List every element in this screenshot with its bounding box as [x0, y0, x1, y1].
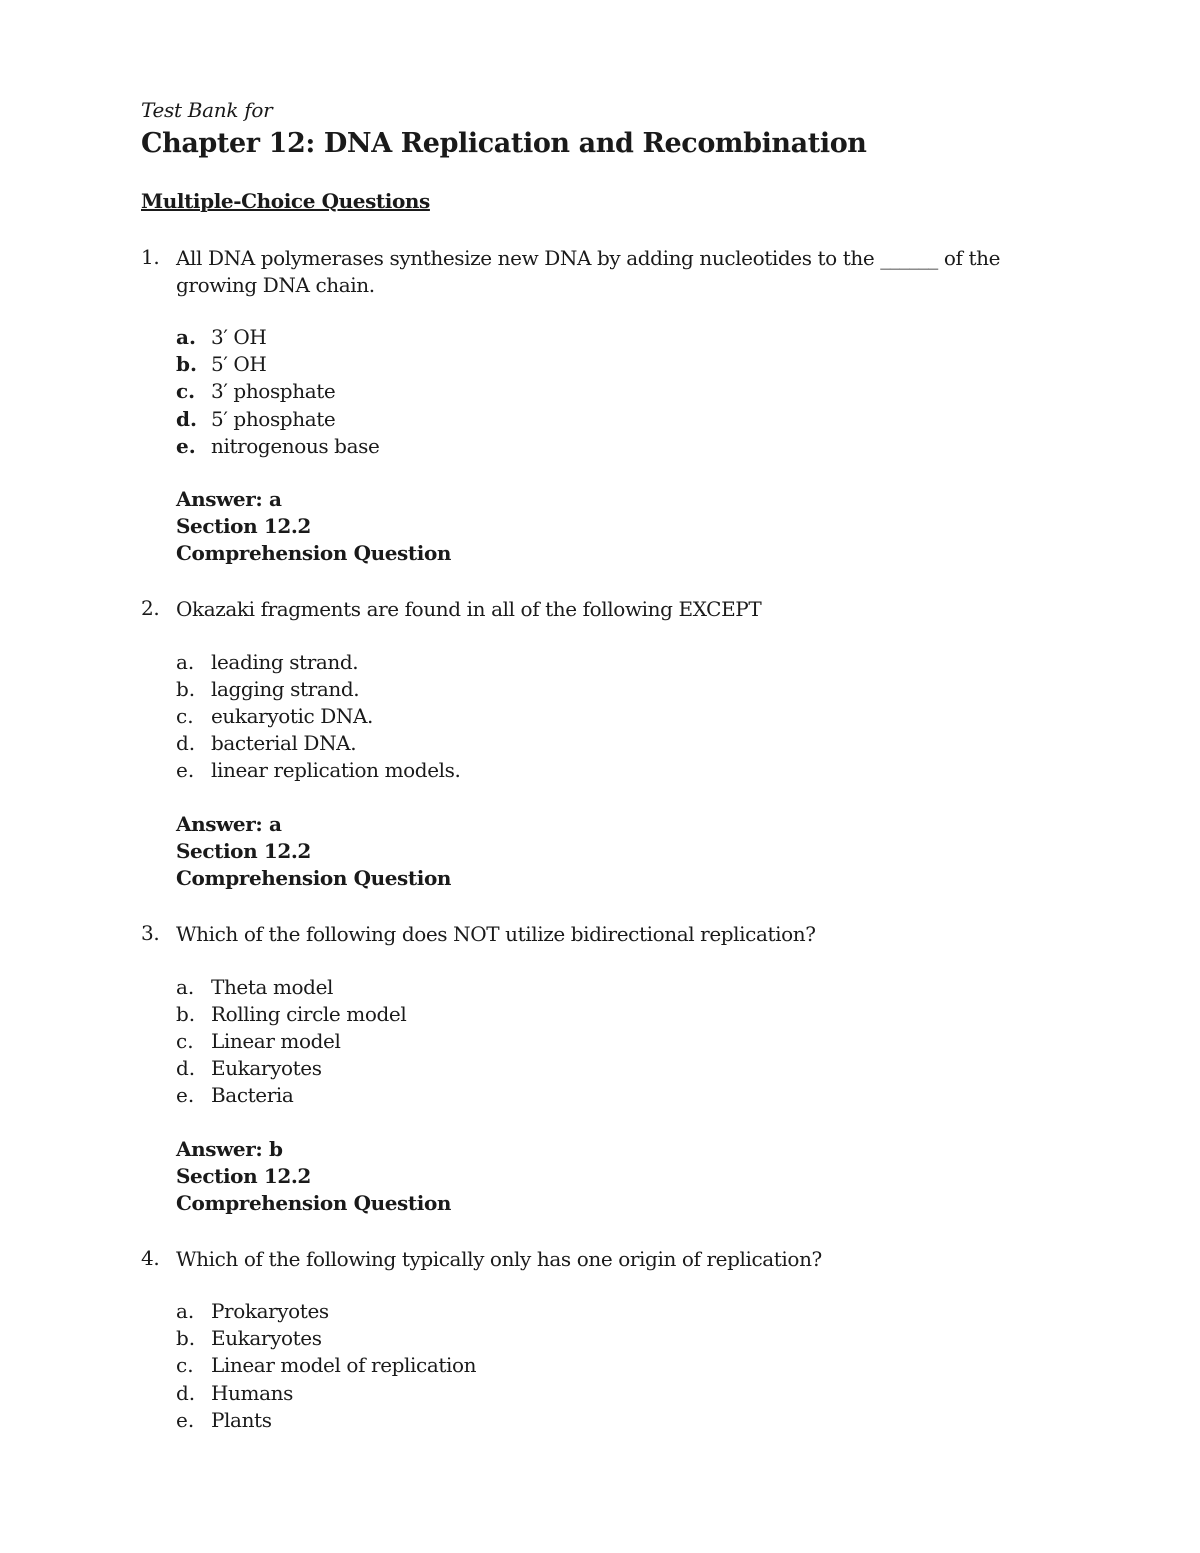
- question-2-number: 2.: [141, 596, 160, 620]
- q2-section: Section 12.2: [176, 839, 311, 863]
- q3-option-b-letter: b.: [176, 1002, 196, 1026]
- q2-option-c-letter: c.: [176, 704, 194, 728]
- q1-option-b-letter: b.: [176, 352, 197, 376]
- question-3-text: Which of the following does NOT utilize bidirectional replication?: [176, 922, 816, 946]
- q4-option-d-letter: d.: [176, 1381, 196, 1405]
- q2-option-c-text: eukaryotic DNA.: [211, 704, 373, 728]
- q4-option-e-letter: e.: [176, 1408, 195, 1432]
- q3-option-d-letter: d.: [176, 1056, 196, 1080]
- document-subtitle: Test Bank for: [141, 98, 273, 122]
- q2-option-b-text: lagging strand.: [211, 677, 360, 701]
- q2-option-d-letter: d.: [176, 731, 196, 755]
- q1-option-d-text: 5′ phosphate: [211, 407, 336, 431]
- q3-answer: Answer: b: [176, 1137, 283, 1161]
- q2-option-a-letter: a.: [176, 650, 195, 674]
- q1-option-c-text: 3′ phosphate: [211, 379, 336, 403]
- q4-option-c-letter: c.: [176, 1353, 194, 1377]
- q2-option-e-letter: e.: [176, 758, 195, 782]
- q2-question-type: Comprehension Question: [176, 866, 452, 890]
- q4-option-e-text: Plants: [211, 1408, 272, 1432]
- q3-option-a-letter: a.: [176, 975, 195, 999]
- q4-option-c-text: Linear model of replication: [211, 1353, 477, 1377]
- q1-option-c-letter: c.: [176, 379, 196, 403]
- q3-option-a-text: Theta model: [211, 975, 334, 999]
- q1-option-d-letter: d.: [176, 407, 197, 431]
- q4-option-a-text: Prokaryotes: [211, 1299, 329, 1323]
- question-1-number: 1.: [141, 245, 160, 269]
- q3-option-d-text: Eukaryotes: [211, 1056, 322, 1080]
- q3-option-c-letter: c.: [176, 1029, 194, 1053]
- q4-option-a-letter: a.: [176, 1299, 195, 1323]
- question-4-text: Which of the following typically only has one origin of replication?: [176, 1247, 822, 1271]
- q1-option-a-letter: a.: [176, 325, 196, 349]
- q1-option-e-letter: e.: [176, 434, 196, 458]
- q1-option-a-text: 3′ OH: [211, 325, 267, 349]
- q3-option-e-text: Bacteria: [211, 1083, 294, 1107]
- q2-option-d-text: bacterial DNA.: [211, 731, 357, 755]
- q3-option-e-letter: e.: [176, 1083, 195, 1107]
- question-2-text: Okazaki fragments are found in all of the following EXCEPT: [176, 597, 762, 621]
- question-1-text: All DNA polymerases synthesize new DNA by adding nucleotides to the ______ of the growing DNA chain.: [176, 246, 1001, 297]
- q3-section: Section 12.2: [176, 1164, 311, 1188]
- q4-option-b-text: Eukaryotes: [211, 1326, 322, 1350]
- question-4-number: 4.: [141, 1246, 160, 1270]
- q2-option-e-text: linear replication models.: [211, 758, 461, 782]
- q3-option-c-text: Linear model: [211, 1029, 341, 1053]
- q3-option-b-text: Rolling circle model: [211, 1002, 407, 1026]
- section-heading: Multiple-Choice Questions: [141, 189, 430, 213]
- q2-option-a-text: leading strand.: [211, 650, 359, 674]
- question-3-number: 3.: [141, 921, 160, 945]
- q1-section: Section 12.2: [176, 514, 311, 538]
- q3-question-type: Comprehension Question: [176, 1191, 452, 1215]
- document-title: Chapter 12: DNA Replication and Recombination: [141, 128, 867, 159]
- q1-option-e-text: nitrogenous base: [211, 434, 380, 458]
- q4-option-b-letter: b.: [176, 1326, 196, 1350]
- q2-answer: Answer: a: [176, 812, 282, 836]
- q1-option-b-text: 5′ OH: [211, 352, 267, 376]
- q1-question-type: Comprehension Question: [176, 541, 452, 565]
- q1-answer: Answer: a: [176, 487, 282, 511]
- q2-option-b-letter: b.: [176, 677, 196, 701]
- q4-option-d-text: Humans: [211, 1381, 293, 1405]
